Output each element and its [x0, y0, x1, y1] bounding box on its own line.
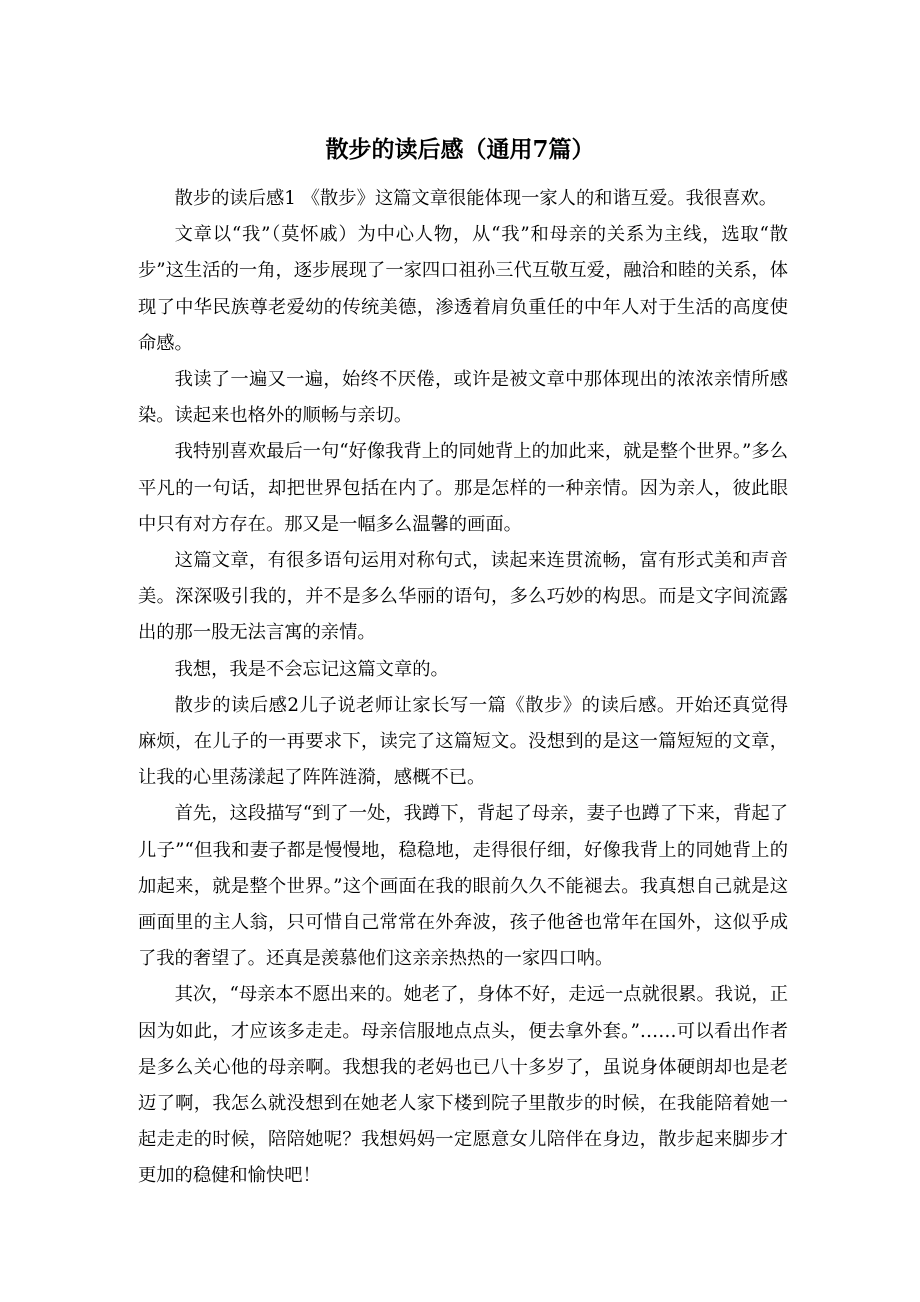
paragraph: 散步的读后感1 《散步》这篇文章很能体现一家人的和谐互爱。我很喜欢。: [174, 188, 778, 209]
paragraph: 我读了一遍又一遍，始终不厌倦，或许是被文章中那体现出的浓浓亲情所感染。读起来也格外的顺畅与亲切。: [138, 369, 788, 427]
paragraph: 这篇文章，有很多语句运用对称句式，读起来连贯流畅，富有形式美和声音美。深深吸引我的，并不是多么华丽的语句，多么巧妙的构思。而是文字间流露出的那一股无法言寓的亲情。: [138, 550, 788, 644]
paragraph: 文章以“我”（莫怀戚）为中心人物，从“我”和母亲的关系为主线，选取“散步”这生活的一角，逐步展现了一家四口祖孙三代互敬互爱，融洽和睦的关系，体现了中华民族尊老爱幼的传统美德，渗透着肩负重任的中年人对于生活的高度使命感。: [138, 224, 788, 354]
paragraph: 我特别喜欢最后一句“好像我背上的同她背上的加此来，就是整个世界。”多么平凡的一句话，却把世界包括在内了。那是怎样的一种亲情。因为亲人，彼此眼中只有对方存在。那又是一幅多么温馨的画面。: [138, 441, 788, 535]
paragraph: 首先，这段描写“到了一处，我蹲下，背起了母亲，妻子也蹲了下来，背起了儿子”“但我和妻子都是慢慢地，稳稳地，走得很仔细，好像我背上的同她背上的加起来，就是整个世界。”这个画面在我的眼前久久不能褪去。我真想自己就是这画面里的主人翁，只可惜自己常常在外奔波，孩子他爸也常年在国外，这似乎成了我的奢望了。还真是羡慕他们这亲亲热热的一家四口呐。: [138, 803, 788, 970]
page-title: 散步的读后感（通用7篇）: [325, 136, 595, 163]
paragraph: 散步的读后感2儿子说老师让家长写一篇《散步》的读后感。开始还真觉得麻烦，在儿子的一再要求下，读完了这篇短文。没想到的是这一篇短短的文章，让我的心里荡漾起了阵阵涟漪，感概不已。: [138, 694, 788, 789]
document-body: [138, 181, 788, 1195]
paragraph: 其次，“母亲本不愿出来的。她老了，身体不好，走远一点就很累。我说，正因为如此，才应该多走走。母亲信服地点点头，便去拿外套。”……可以看出作者是多么关心他的母亲啊。我想我的老妈也已八十多岁了，虽说身体硬朗却也是老迈了啊，我怎么就没想到在她老人家下楼到院子里散步的时候，在我能陪着她一起走走的时候，陪陪她呢？我想妈妈一定愿意女儿陪伴在身边，散步起来脚步才更加的稳健和愉快吧！: [138, 984, 788, 1187]
paragraph: 我想，我是不会忘记这篇文章的。: [174, 658, 449, 680]
